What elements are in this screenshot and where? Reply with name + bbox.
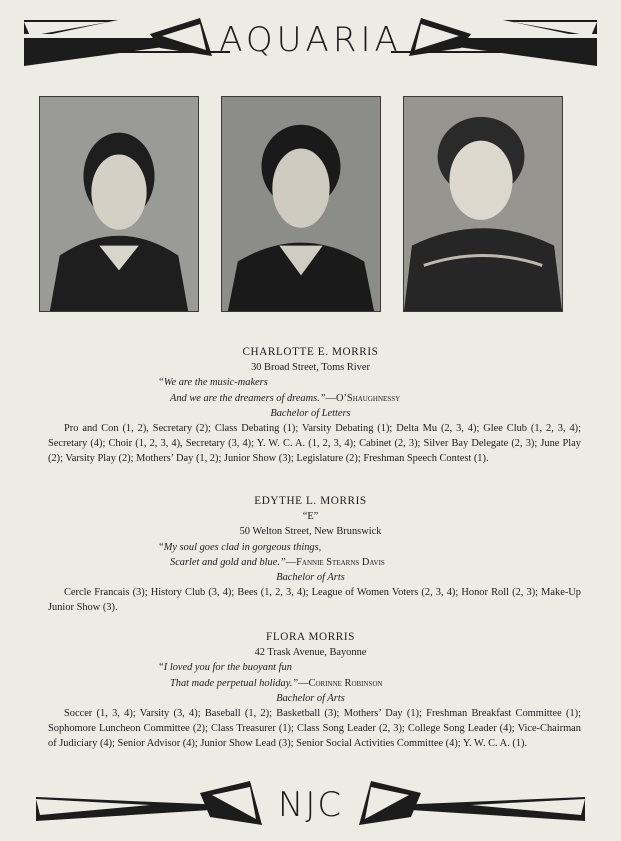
student-name: CHARLOTTE E. MORRIS — [242, 346, 379, 358]
quote-line: “I loved you for the buoyant fun — [158, 662, 292, 674]
quote-line-with-attribution — [0, 391, 621, 406]
entry-flora-morris — [0, 630, 621, 752]
quote-line-with-attribution — [0, 676, 621, 691]
activities-text: Cercle Francais (3); History Club (3, 4); Bees (1, 2, 3, 4); League of Women Voters (2, 3, 4); Honor Roll (2, 3); Make-Up Junior Show (3). — [48, 587, 581, 614]
student-name: EDYTHE L. MORRIS — [254, 495, 367, 507]
page-title: AQUARIA — [219, 20, 402, 60]
quote-line: “My soul goes clad in gorgeous things, — [158, 541, 322, 553]
quote-attribution: —Fannie Stearns Davis — [285, 556, 385, 568]
degree: Bachelor of Arts — [276, 572, 345, 584]
quote-line: “We are the music-makers — [158, 377, 268, 389]
portrait-photo — [403, 96, 563, 312]
student-address: 42 Trask Avenue, Bayonne — [254, 647, 367, 659]
degree: Bachelor of Arts — [276, 692, 345, 704]
portrait-row — [0, 96, 621, 312]
degree: Bachelor of Letters — [270, 407, 351, 419]
quote-attribution: —Corinne Robinson — [298, 677, 383, 689]
entry-edythe-morris — [0, 494, 621, 616]
activities-text: Pro and Con (1, 2), Secretary (2); Class Debating (1); Varsity Debating (1); Delta Mu (2, 3, 4); Glee Club (1, 2, 3, 4); Secretary (4); Choir (1, 2, 3, 4), Secretary (3, 4); Y. W. C. A. (1, 2, 3, 4); Cabinet (2, 3); Silver Bay Delegate (2, 3); June Play (2); Varsity Play (2); Mothers’ Day (1, 2); Junior Show (3); Legislature (2); Freshman Speech Contest (1). — [48, 423, 581, 465]
portrait-photo — [221, 96, 381, 312]
activities-text: Soccer (1, 3, 4); Varsity (3, 4); Baseball (1, 2); Basketball (3); Mothers’ Day (1); Freshman Breakfast Committee (1); Sophomore Luncheon Committee (2); Class Treasurer (1); Class Song Leader (2, 3); College Song Leader (4); Vice-Chairman of Judiciary (4); Senior Advisor (4); Junior Show Lead (3); Senior Social Activities Committee (4); Y. W. C. A. (1). — [48, 708, 581, 750]
student-address: 30 Broad Street, Toms River — [251, 362, 370, 374]
activities — [0, 585, 621, 615]
entry-charlotte-morris — [0, 345, 621, 467]
quote-line: That made perpetual holiday.” — [170, 677, 299, 689]
student-nickname: “E” — [302, 511, 319, 523]
student-name: FLORA MORRIS — [266, 631, 355, 643]
portrait-photo — [39, 96, 199, 312]
footer-banner — [0, 773, 621, 835]
student-address: 50 Welton Street, New Brunswick — [239, 526, 382, 538]
quote-line-with-attribution — [0, 555, 621, 570]
header-banner — [0, 8, 621, 70]
quote-attribution: —O’Shaughnessy — [325, 392, 401, 404]
college-emblem: NJC — [277, 785, 344, 825]
activities — [0, 421, 621, 467]
activities — [0, 706, 621, 752]
quote-line: And we are the dreamers of dreams.” — [170, 392, 326, 404]
quote-line: Scarlet and gold and blue.” — [170, 556, 286, 568]
